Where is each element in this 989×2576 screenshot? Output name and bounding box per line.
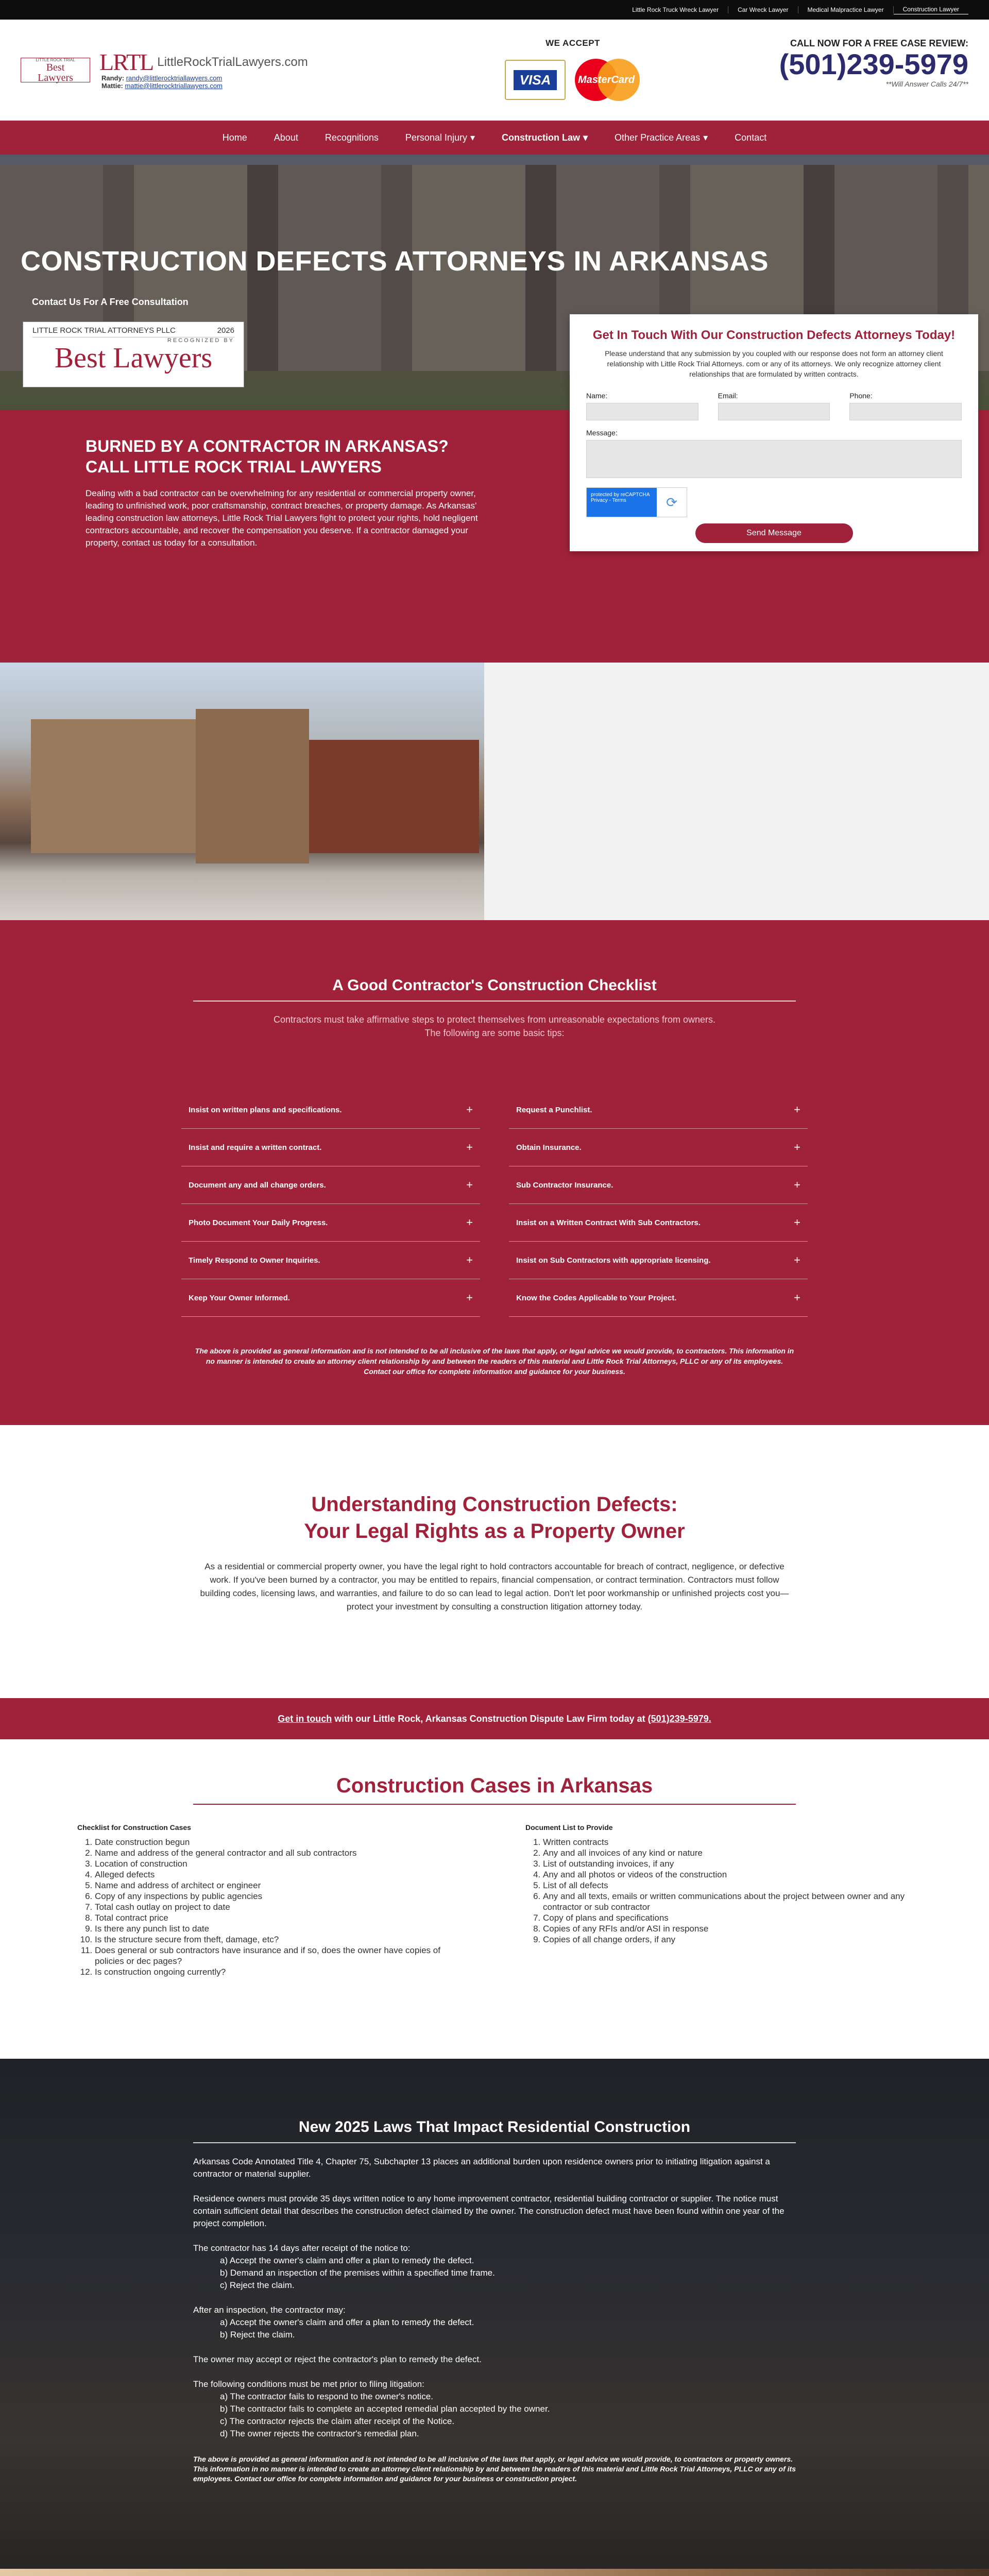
brand-block bbox=[99, 50, 308, 90]
chevron-down-icon: ▾ bbox=[703, 132, 708, 143]
visa-card-icon bbox=[505, 60, 566, 100]
brand-name[interactable]: LittleRockTrialLawyers.com bbox=[157, 55, 308, 69]
accordion-item-label: Timely Respond to Owner Inquiries. bbox=[189, 1256, 320, 1265]
burned-title bbox=[86, 436, 449, 477]
accordion-item[interactable] bbox=[509, 1279, 808, 1317]
list-item: 2. Any and all invoices of any kind or nature bbox=[543, 1848, 912, 1858]
laws-disclaimer: The above is provided as general information and is not intended to be all inclusive of the laws that apply, or legal advice we would provide, to contractors or property owners. This information in no manner is intended to create an attorney client relationship by and between the readers of this material and Little Rock Trial Attorneys, PLLC or any of its employees. Contact our office for complete information and guidance for your business or construction project. bbox=[193, 2455, 796, 2483]
list-item: a) The contractor fails to respond to the owner's notice. bbox=[220, 2392, 433, 2401]
logo-badge-small: LITTLE ROCK TRIAL bbox=[36, 57, 75, 62]
nav-construction-law[interactable] bbox=[488, 121, 601, 155]
accordion-item-label: Insist on written plans and specifications. bbox=[189, 1105, 342, 1114]
contact-mattie bbox=[101, 82, 308, 90]
site-header bbox=[0, 20, 989, 121]
list-item: a) Accept the owner's claim and offer a plan to remedy the defect. bbox=[220, 2317, 474, 2327]
accordion-item-label: Insist on a Written Contract With Sub Contractors. bbox=[516, 1218, 701, 1227]
list-item: 5. List of all defects bbox=[543, 1880, 912, 1891]
list-item: 8. Total contract price bbox=[95, 1912, 464, 1923]
get-in-touch-link[interactable]: Get in touch bbox=[278, 1713, 332, 1724]
checklist-lead-1: Contractors must take affirmative steps to protect themselves from unreasonable expectations from owners. bbox=[273, 1014, 716, 1025]
understanding-title-1: Understanding Construction Defects: bbox=[311, 1493, 678, 1516]
burned-title-line1: BURNED BY A CONTRACTOR IN ARKANSAS? bbox=[86, 437, 449, 455]
nav-construction-law-label: Construction Law bbox=[502, 132, 580, 143]
checklist-lead bbox=[0, 1013, 989, 1040]
contact-randy-label: Randy: bbox=[101, 74, 125, 82]
contact-form-top bbox=[570, 314, 978, 551]
burned-title-line2: CALL LITTLE ROCK TRIAL LAWYERS bbox=[86, 457, 382, 476]
accordion-item[interactable] bbox=[509, 1204, 808, 1242]
laws-p3-list bbox=[220, 2255, 796, 2292]
call-title: CALL NOW FOR A FREE CASE REVIEW: bbox=[790, 38, 968, 48]
list-item: 4. Alleged defects bbox=[95, 1869, 464, 1880]
badge-year: 2026 bbox=[217, 326, 234, 335]
hero-title: CONSTRUCTION DEFECTS ATTORNEYS IN ARKANSAS bbox=[21, 246, 769, 277]
hero-subtitle: Contact Us For A Free Consultation bbox=[32, 297, 189, 307]
laws-p4-list bbox=[220, 2316, 796, 2341]
understanding-section bbox=[0, 1425, 989, 1698]
checklist-section bbox=[0, 920, 989, 1425]
contact-mattie-email[interactable]: mattie@littlerocktriallawyers.com bbox=[125, 82, 223, 90]
plus-icon: + bbox=[466, 1253, 473, 1266]
accept-title: WE ACCEPT bbox=[545, 38, 600, 48]
phone-label: Phone: bbox=[849, 392, 873, 400]
nav-other-label: Other Practice Areas bbox=[615, 132, 701, 143]
cases-checklist bbox=[77, 1837, 464, 1977]
checklist-disclaimer: The above is provided as general information and is not intended to be all inclusive of the laws that apply, or legal advice we would provide, to contractors. This information in no manner is intended to create an attorney client relationship by and between the readers of this material and Little Rock Trial Attorneys, PLLC or any of its employees. Contact our office for complete information and guidance for your business. bbox=[195, 1347, 794, 1376]
plus-icon: + bbox=[794, 1291, 800, 1304]
cases-title: Construction Cases in Arkansas bbox=[336, 1774, 653, 1797]
laws-p6-list bbox=[220, 2391, 796, 2440]
badge-best-lawyers: Best Lawyers bbox=[54, 342, 213, 374]
recaptcha-label: protected by reCAPTCHA bbox=[591, 492, 650, 498]
list-item: 9. Copies of all change orders, if any bbox=[543, 1934, 912, 1945]
nav-home[interactable]: Home bbox=[222, 132, 247, 143]
laws-divider bbox=[193, 2142, 796, 2143]
best-lawyers-logo bbox=[21, 58, 90, 82]
message-field[interactable] bbox=[586, 440, 962, 478]
cta-band bbox=[0, 1698, 989, 1739]
brand-logo-mark[interactable]: LRTL bbox=[99, 49, 154, 75]
mastercard-label: MasterCard bbox=[578, 74, 635, 86]
topbar-link-construction[interactable]: Construction Lawyer bbox=[894, 6, 968, 14]
logo-badge-top: Best bbox=[46, 61, 65, 73]
message-label: Message: bbox=[586, 429, 618, 437]
nav-other-practice-areas[interactable] bbox=[601, 121, 721, 155]
list-item: b) Reject the claim. bbox=[220, 2330, 295, 2340]
contact-randy bbox=[101, 74, 308, 82]
cta-phone-link[interactable]: (501)239-5979. bbox=[647, 1713, 711, 1724]
nav-about[interactable]: About bbox=[274, 132, 298, 143]
header-phone[interactable]: (501)239-5979 bbox=[779, 48, 968, 80]
commercial-building-image bbox=[0, 663, 484, 920]
nav-personal-injury[interactable] bbox=[392, 121, 488, 155]
accordion-item-label: Insist on Sub Contractors with appropriate licensing. bbox=[516, 1256, 711, 1265]
list-item: 2. Name and address of the general contractor and all sub contractors bbox=[95, 1848, 464, 1858]
accordion-item[interactable] bbox=[181, 1166, 480, 1204]
contact-mattie-label: Mattie: bbox=[101, 82, 123, 90]
understanding-body: As a residential or commercial property owner, you have the legal right to hold contractors accountable for breach of contract, negligence, or defective work. If you've been burned by a contractor, you may be entitled to repairs, financial compensation, or contract termination. Contractors must follow building codes, licensing laws, and warranties, and failure to do so can lead to legal action. Don't let poor workmanship or unfinished projects cost you—protect your investment by consulting a construction litigation attorney today. bbox=[200, 1562, 789, 1612]
accordion-item-label: Sub Contractor Insurance. bbox=[516, 1180, 613, 1190]
list-item: a) Accept the owner's claim and offer a plan to remedy the defect. bbox=[220, 2256, 474, 2265]
contact-randy-email[interactable]: randy@littlerocktriallawyers.com bbox=[126, 74, 223, 82]
list-item: 4. Any and all photos or videos of the construction bbox=[543, 1869, 912, 1880]
accordion-item[interactable] bbox=[509, 1166, 808, 1204]
nav-recognitions[interactable]: Recognitions bbox=[325, 132, 379, 143]
list-item: d) The owner rejects the contractor's remedial plan. bbox=[220, 2429, 419, 2438]
accordion-item[interactable] bbox=[181, 1091, 480, 1129]
laws-p5: The owner may accept or reject the contractor's plan to remedy the defect. bbox=[193, 2354, 482, 2364]
plus-icon: + bbox=[466, 1178, 473, 1191]
accordion-item-label: Know the Codes Applicable to Your Project. bbox=[516, 1293, 677, 1302]
checklist-lead-2: The following are some basic tips: bbox=[424, 1028, 565, 1038]
list-item: 11. Does general or sub contractors have insurance and if so, does the owner have copies of policies or dec pages? bbox=[95, 1945, 464, 1967]
laws-title: New 2025 Laws That Impact Residential Construction bbox=[298, 2119, 691, 2136]
list-item: 12. Is construction ongoing currently? bbox=[95, 1967, 464, 1977]
cases-divider bbox=[193, 1804, 796, 1805]
phone-field[interactable] bbox=[849, 403, 962, 420]
list-item: 1. Date construction begun bbox=[95, 1837, 464, 1848]
accordion-item[interactable] bbox=[509, 1242, 808, 1279]
plus-icon: + bbox=[466, 1216, 473, 1229]
recaptcha-icon: ⟳ bbox=[666, 494, 677, 510]
topbar-link-medical[interactable]: Medical Malpractice Lawyer bbox=[798, 6, 894, 13]
cases-right-title: Document List to Provide bbox=[525, 1823, 613, 1832]
accordion-item[interactable] bbox=[509, 1129, 808, 1166]
plus-icon: + bbox=[794, 1103, 800, 1116]
list-item: 7. Copy of plans and specifications bbox=[543, 1912, 912, 1923]
main-nav bbox=[0, 121, 989, 155]
list-item: b) Demand an inspection of the premises within a specified time frame. bbox=[220, 2268, 495, 2278]
name-label: Name: bbox=[586, 392, 608, 400]
list-item: b) The contractor fails to complete an accepted remedial plan accepted by the owner. bbox=[220, 2404, 550, 2414]
building-photo-band bbox=[0, 663, 989, 920]
plus-icon: + bbox=[794, 1253, 800, 1266]
understanding-title-2: Your Legal Rights as a Property Owner bbox=[304, 1520, 685, 1543]
list-item: 6. Copy of any inspections by public agencies bbox=[95, 1891, 464, 1902]
badge-firm: LITTLE ROCK TRIAL ATTORNEYS PLLC bbox=[32, 326, 176, 335]
topbar-link-car[interactable]: Car Wreck Lawyer bbox=[728, 6, 798, 13]
chevron-down-icon: ▾ bbox=[583, 132, 588, 143]
list-item: 8. Copies of any RFIs and/or ASI in response bbox=[543, 1923, 912, 1934]
accordion-item-label: Document any and all change orders. bbox=[189, 1180, 326, 1190]
payment-accept bbox=[505, 38, 641, 103]
name-field[interactable] bbox=[586, 403, 698, 420]
list-item: 10. Is the structure secure from theft, damage, etc? bbox=[95, 1934, 464, 1945]
laws-p1: Arkansas Code Annotated Title 4, Chapter 75, Subchapter 13 places an additional burden upon residence owners prior to initiating litigation against a contractor or material supplier. bbox=[193, 2157, 770, 2179]
laws-p4: After an inspection, the contractor may: bbox=[193, 2305, 346, 2315]
laws-p6: The following conditions must be met prior to filing litigation: bbox=[193, 2379, 424, 2389]
nav-personal-injury-label: Personal Injury bbox=[405, 132, 467, 143]
cases-left-title: Checklist for Construction Cases bbox=[77, 1823, 191, 1832]
chevron-down-icon: ▾ bbox=[470, 132, 475, 143]
checklist-divider bbox=[193, 1001, 796, 1002]
topbar-link-truck[interactable]: Little Rock Truck Wreck Lawyer bbox=[623, 6, 728, 13]
laws-section bbox=[0, 2059, 989, 2569]
header-call-box bbox=[779, 38, 968, 89]
top-bar bbox=[0, 0, 989, 20]
plus-icon: + bbox=[466, 1141, 473, 1154]
form-top-title: Get In Touch With Our Construction Defects Attorneys Today! bbox=[592, 328, 956, 342]
list-item: 3. Location of construction bbox=[95, 1858, 464, 1869]
list-item: 7. Total cash outlay on project to date bbox=[95, 1902, 464, 1912]
answer-note: **Will Answer Calls 24/7** bbox=[885, 80, 968, 88]
plus-icon: + bbox=[466, 1291, 473, 1304]
plus-icon: + bbox=[794, 1178, 800, 1191]
accordion-item-label: Obtain Insurance. bbox=[516, 1143, 582, 1152]
burned-body: Dealing with a bad contractor can be overwhelming for any residential or commercial property owner, leading to unfinished work, poor craftsmanship, contract breaches, or property damage. As Arkansas' leading construction law attorneys, Little Rock Trial Lawyers fight to protect your rights, hold negligent contractors accountable, and recover the compensation you deserve. If a contractor damaged your property, contact us today for a consultation. bbox=[86, 488, 478, 548]
list-item: 9. Is there any punch list to date bbox=[95, 1923, 464, 1934]
accordion-item[interactable] bbox=[181, 1204, 480, 1242]
understanding-title bbox=[0, 1491, 989, 1545]
email-label: Email: bbox=[718, 392, 738, 400]
nav-contact[interactable]: Contact bbox=[735, 132, 767, 143]
email-field[interactable] bbox=[718, 403, 830, 420]
recaptcha-links[interactable]: Privacy - Terms bbox=[591, 498, 626, 503]
accordion-item-label: Photo Document Your Daily Progress. bbox=[189, 1218, 328, 1227]
accordion-item[interactable] bbox=[509, 1091, 808, 1129]
logo-badge-bottom: Lawyers bbox=[38, 72, 73, 83]
list-item: c) Reject the claim. bbox=[220, 2280, 295, 2290]
bottom-form-section bbox=[0, 2569, 989, 2576]
visa-label: VISA bbox=[514, 70, 557, 90]
accordion-item[interactable] bbox=[181, 1279, 480, 1317]
accordion-item-label: Insist and require a written contract. bbox=[189, 1143, 322, 1152]
cases-section bbox=[0, 1739, 989, 2059]
checklist-title: A Good Contractor's Construction Checklist bbox=[332, 977, 657, 994]
best-lawyers-badge bbox=[23, 321, 244, 387]
document-list bbox=[525, 1837, 912, 1945]
accordion-item[interactable] bbox=[181, 1129, 480, 1166]
laws-p2: Residence owners must provide 35 days written notice to any home improvement contractor, residential building contractor or supplier. The notice must contain sufficient detail that describes the construction defect claimed by the owner. The construction defect must have been found within one year of the project completion. bbox=[193, 2194, 785, 2228]
list-item: 1. Written contracts bbox=[543, 1837, 912, 1848]
badge-recognized: RECOGNIZED BY bbox=[167, 337, 234, 344]
accordion-item[interactable] bbox=[181, 1242, 480, 1279]
accordion-item-label: Request a Punchlist. bbox=[516, 1105, 592, 1114]
plus-icon: + bbox=[794, 1216, 800, 1229]
mastercard-icon bbox=[574, 57, 641, 103]
list-item: 3. List of outstanding invoices, if any bbox=[543, 1858, 912, 1869]
recaptcha-widget[interactable] bbox=[586, 487, 687, 517]
list-item: c) The contractor rejects the claim after receipt of the Notice. bbox=[220, 2416, 455, 2426]
plus-icon: + bbox=[794, 1141, 800, 1154]
form-top-note: Please understand that any submission by you coupled with our response does not form an attorney client relationship with Little Rock Trial Attorneys. com or any of its attorneys. We only recognize attorney client relationships that are formulated by written contracts. bbox=[605, 349, 943, 378]
list-item: 6. Any and all texts, emails or written communications about the project between owner and any contractor or sub contractor bbox=[543, 1891, 912, 1912]
list-item: 5. Name and address of architect or engineer bbox=[95, 1880, 464, 1891]
checklist-accordion bbox=[0, 1091, 989, 1317]
cta-text: with our Little Rock, Arkansas Construction Dispute Law Firm today at bbox=[332, 1713, 648, 1724]
send-message-button[interactable]: Send Message bbox=[695, 523, 853, 543]
plus-icon: + bbox=[466, 1103, 473, 1116]
photo-band-blank bbox=[484, 663, 989, 920]
laws-p3: The contractor has 14 days after receipt of the notice to: bbox=[193, 2243, 411, 2253]
accordion-item-label: Keep Your Owner Informed. bbox=[189, 1293, 290, 1302]
